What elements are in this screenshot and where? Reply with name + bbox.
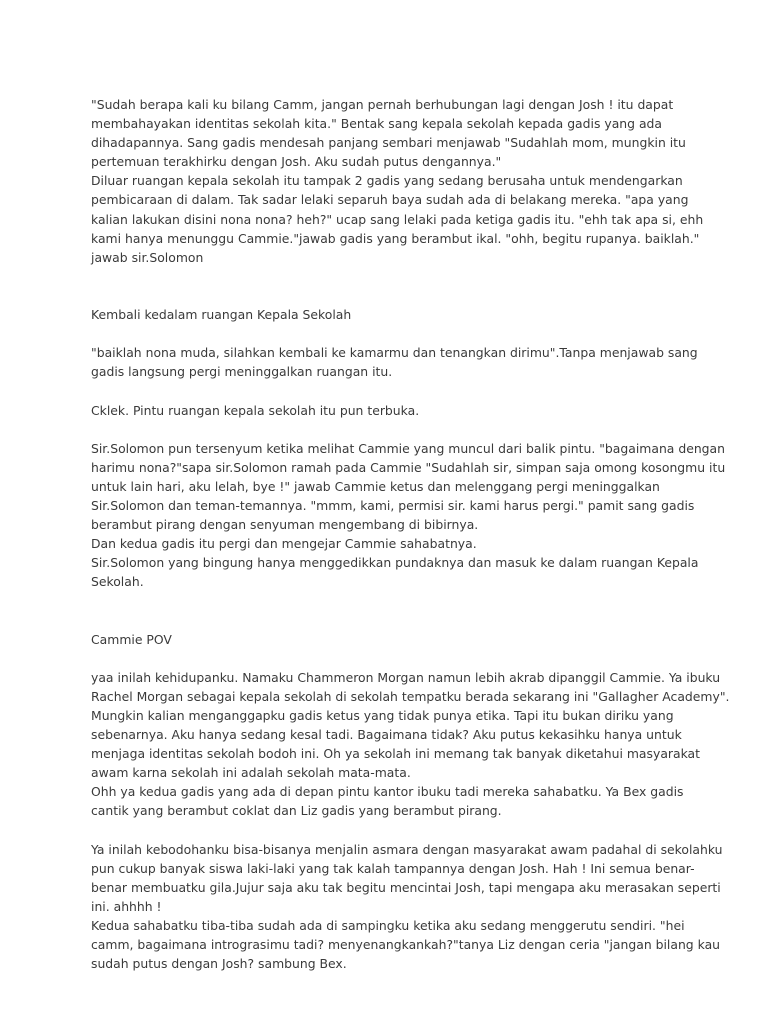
- text-line: sebenarnya. Aku hanya sedang kesal tadi. Bagaimana tidak? Aku putus kekasihku hanya untuk: [91, 727, 682, 743]
- text-line: Sir.Solomon yang bingung hanya menggedikkan pundaknya dan masuk ke dalam ruangan Kepala: [91, 555, 699, 571]
- paragraph-spacer: [91, 591, 686, 629]
- text-line: Rachel Morgan sebagai kepala sekolah di sekolah tempatku berada sekarang ini "Gallagher Academy".: [91, 688, 730, 704]
- text-line: yaa inilah kehidupanku. Namaku Chammeron Morgan namun lebih akrab dipanggil Cammie. Ya ibuku: [91, 669, 721, 685]
- paragraph: [91, 401, 686, 420]
- text-line: pun cukup banyak siswa laki-laki yang tak kalah tampannya dengan Josh. Hah ! Ini semua benar-: [91, 860, 695, 876]
- text-line: Dan kedua gadis itu pergi dan mengejar Cammie sahabatnya.: [91, 536, 477, 552]
- text-line: untuk lain hari, aku lelah, bye !" jawab Cammie ketus dan melenggang pergi meninggalkan: [91, 478, 660, 494]
- text-line: Ya inilah kebodohanku bisa-bisanya menjalin asmara dengan masyarakat awam padahal di sekolahku: [91, 841, 723, 857]
- paragraph: [91, 668, 730, 821]
- text-line: Cklek. Pintu ruangan kepala sekolah itu pun terbuka.: [91, 402, 420, 418]
- paragraph: [91, 305, 686, 324]
- paragraph-spacer: [91, 649, 686, 668]
- text-line: Mungkin kalian menganggapku gadis ketus yang tidak punya etika. Tapi itu bukan diriku yang: [91, 708, 674, 723]
- text-line: harimu nona?"sapa sir.Solomon ramah pada Cammie "Sudahlah sir, simpan saja omong kosongmu itu: [91, 459, 726, 475]
- text-line: gadis langsung pergi meninggalkan ruangan itu.: [91, 364, 393, 380]
- text-line: Kembali kedalam ruangan Kepala Sekolah: [91, 307, 352, 323]
- paragraph-spacer: [91, 324, 686, 343]
- text-line: Sekolah.: [91, 574, 144, 590]
- text-line: cantik yang berambut coklat dan Liz gadis yang berambut pirang.: [91, 803, 502, 819]
- text-line: Kedua sahabatku tiba-tiba sudah ada di sampingku ketika aku sedang menggerutu sendiri. "hei: [91, 918, 685, 934]
- text-line: Sir.Solomon dan teman-temannya. "mmm, kami, permisi sir. kami harus pergi." pamit sang gadis: [91, 497, 695, 513]
- text-line: pembicaraan di dalam. Tak sadar lelaki separuh baya sudah ada di belakang mereka. "apa yang: [91, 192, 689, 208]
- text-line: ini. ahhhh !: [91, 898, 162, 914]
- text-line: Cammie POV: [91, 631, 172, 647]
- paragraph-spacer: [91, 821, 686, 840]
- paragraph: [91, 439, 726, 592]
- text-line: "Sudah berapa kali ku bilang Camm, jangan pernah berhubungan lagi dengan Josh ! itu dapat: [91, 97, 674, 112]
- text-line: kami hanya menunggu Cammie."jawab gadis yang berambut ikal. "ohh, begitu rupanya. baiklah.": [91, 230, 700, 246]
- paragraph-spacer: [91, 267, 686, 305]
- text-line: Sir.Solomon pun tersenyum ketika melihat Cammie yang muncul dari balik pintu. "bagaimana dengan: [91, 440, 725, 456]
- text-line: berambut pirang dengan senyuman mengembang di bibirnya.: [91, 517, 479, 533]
- text-line: camm, bagaimana intrograsimu tadi? menyenangkankah?"tanya Liz dengan ceria "jangan bilang kau: [91, 937, 721, 953]
- paragraph: [91, 630, 686, 649]
- paragraph-spacer: [91, 420, 686, 439]
- document-body: [91, 95, 730, 973]
- text-line: benar membuatku gila.Jujur saja aku tak begitu mencintai Josh, tapi mengapa aku merasakan seperti: [91, 879, 721, 895]
- text-line: sudah putus dengan Josh? sambung Bex.: [91, 956, 347, 972]
- text-line: Diluar ruangan kepala sekolah itu tampak 2 gadis yang sedang berusaha untuk mendengarkan: [91, 173, 683, 189]
- text-line: membahayakan identitas sekolah kita." Bentak sang kepala sekolah kepada gadis yang ada: [91, 116, 662, 132]
- text-line: menjaga identitas sekolah bodoh ini. Oh ya sekolah ini memang tak banyak diketahui masyarakat: [91, 746, 701, 762]
- text-line: Ohh ya kedua gadis yang ada di depan pintu kantor ibuku tadi mereka sahabatku. Ya Bex gadis: [91, 784, 684, 800]
- text-line: jawab sir.Solomon: [91, 249, 204, 265]
- paragraph: [91, 343, 698, 381]
- paragraph: [91, 840, 723, 974]
- text-line: "baiklah nona muda, silahkan kembali ke kamarmu dan tenangkan dirimu".Tanpa menjawab sang: [91, 345, 698, 361]
- text-line: kalian lakukan disini nona nona? heh?" ucap sang lelaki pada ketiga gadis itu. "ehh tak apa si, ehh: [91, 211, 704, 227]
- paragraph: [91, 95, 704, 267]
- paragraph-spacer: [91, 381, 686, 400]
- text-line: dihadapannya. Sang gadis mendesah panjang sembari menjawab "Sudahlah mom, mungkin itu: [91, 135, 686, 151]
- text-line: awam karna sekolah ini adalah sekolah mata-mata.: [91, 765, 411, 781]
- text-line: pertemuan terakhirku dengan Josh. Aku sudah putus dengannya.": [91, 154, 502, 170]
